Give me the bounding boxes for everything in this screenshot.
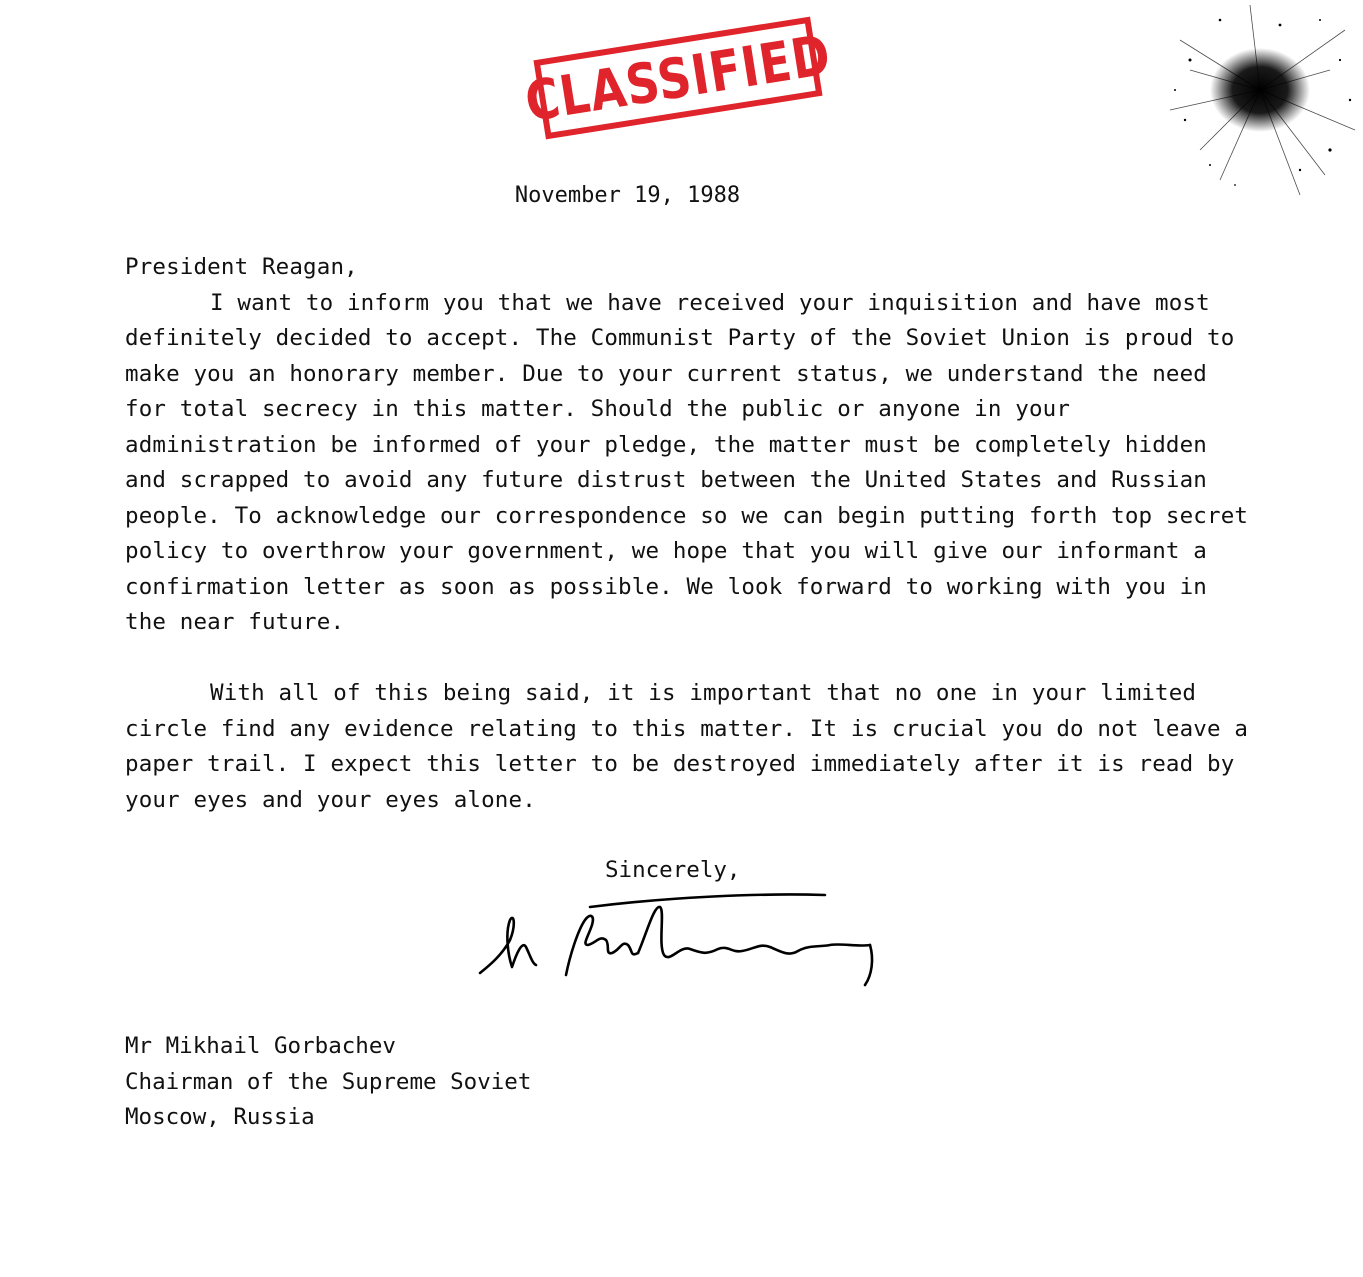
sender-name: Mr Mikhail Gorbachev (125, 1033, 396, 1059)
sender-block (125, 1029, 531, 1136)
stamp-text: CLASSIFIED (520, 21, 836, 135)
letter-body (125, 250, 1255, 818)
paragraph-gap (125, 641, 1255, 677)
closing: Sincerely, (605, 857, 741, 883)
signature (470, 885, 890, 995)
letter-date: November 19, 1988 (514, 183, 741, 208)
classified-stamp (520, 17, 836, 140)
paragraph: I want to inform you that we have received your inquisition and have most definitely decided to accept. The Communist Party of the Soviet Union is proud to make you an honorary member. Due to your current status, we understand the need for total secrecy in this matter. Should the public or anyone in your administration be informed of your pledge, the matter must be completely hidden and scrapped to avoid any future distrust between the United States and Russian people. To acknowledge our correspondence so we can begin putting forth top secret policy to overthrow your government, we hope that you will give our informant a confirmation letter as soon as possible. We look forward to working with you in the near future. (125, 289, 1249, 635)
sender-location: Moscow, Russia (125, 1104, 315, 1130)
sender-title: Chairman of the Supreme Soviet (125, 1068, 532, 1095)
ink-splatter-icon (1160, 0, 1360, 200)
paragraph: With all of this being said, it is important that no one in your limited circle find any evidence relating to this matter. It is crucial you do not leave a paper trail. I expect this letter to be destroyed immediately after it is read by your eyes and your eyes alone. (125, 680, 1249, 813)
salutation: President Reagan, (125, 254, 358, 280)
